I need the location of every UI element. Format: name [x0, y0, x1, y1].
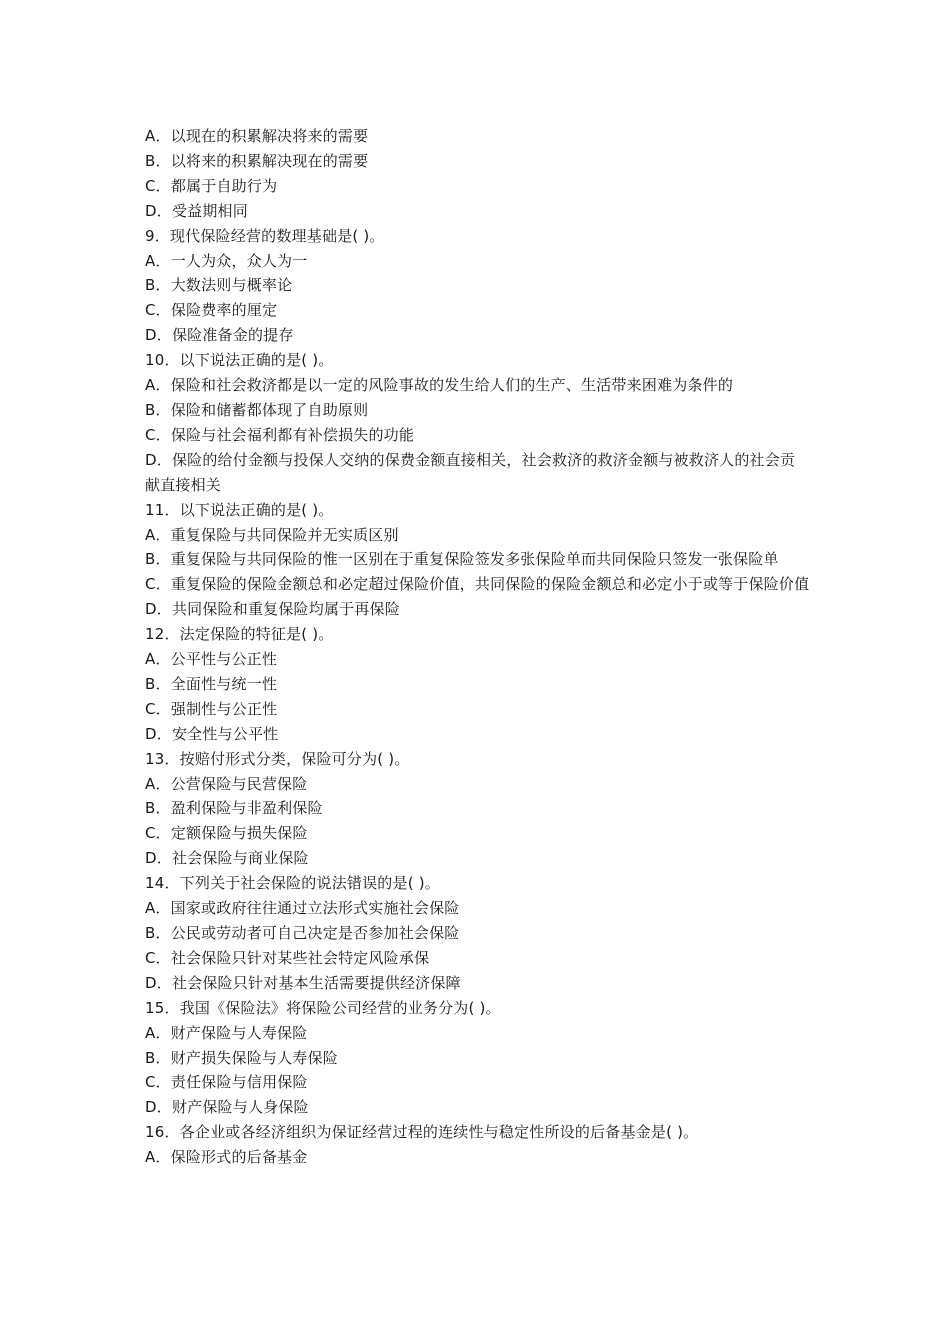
option-line: B．重复保险与共同保险的惟一区别在于重复保险签发多张保险单而共同保险只签发一张保险单 [145, 550, 779, 569]
question-13: 13．按赔付形式分类，保险可分为( )。 [145, 749, 410, 768]
option-line: A．以现在的积累解决将来的需要 [145, 127, 369, 145]
option-line: B．财产损失保险与人寿保险 [145, 1048, 338, 1067]
question-10: 10．以下说法正确的是( )。 [145, 351, 334, 370]
option-line: A．一人为众，众人为一 [145, 251, 308, 270]
option-line: C．保险与社会福利都有补偿损失的功能 [145, 425, 415, 444]
question-16: 16．各企业或各经济组织为保证经营过程的连续性与稳定性所设的后备基金是( )。 [145, 1123, 699, 1142]
option-line: D．社会保险与商业保险 [145, 849, 309, 868]
option-line: C．都属于自助行为 [145, 176, 278, 195]
option-line: B．全面性与统一性 [145, 674, 278, 693]
option-line: C．责任保险与信用保险 [145, 1073, 308, 1092]
question-11: 11．以下说法正确的是( )。 [145, 500, 334, 519]
option-line: D．保险准备金的提存 [145, 326, 294, 345]
document-body [145, 124, 810, 1170]
option-line: B．保险和储蓄都体现了自助原则 [145, 400, 369, 419]
option-line: A．保险形式的后备基金 [145, 1148, 308, 1167]
option-line: B．盈利保险与非盈利保险 [145, 799, 323, 818]
question-12: 12．法定保险的特征是( )。 [145, 625, 334, 644]
question-9: 9．现代保险经营的数理基础是( )。 [145, 226, 385, 245]
option-line: C．保险费率的厘定 [145, 301, 278, 320]
option-line: A．重复保险与共同保险并无实质区别 [145, 525, 399, 544]
question-14: 14．下列关于社会保险的说法错误的是( )。 [145, 874, 440, 893]
option-line: C．强制性与公正性 [145, 699, 278, 718]
option-line: D．共同保险和重复保险均属于再保险 [145, 600, 400, 619]
option-line: B．公民或劳动者可自己决定是否参加社会保险 [145, 924, 460, 942]
option-line: A．公营保险与民营保险 [145, 774, 308, 793]
option-line: A．保险和社会救济都是以一定的风险事故的发生给人们的生产、生活带来困难为条件的 [145, 376, 734, 395]
question-15: 15．我国《保险法》将保险公司经营的业务分为( )。 [145, 998, 501, 1017]
option-line: A．国家或政府往往通过立法形式实施社会保险 [145, 899, 460, 918]
option-line: D．受益期相同 [145, 201, 248, 220]
option-line: C．社会保险只针对某些社会特定风险承保 [145, 948, 430, 967]
option-line: C．定额保险与损失保险 [145, 824, 308, 843]
option-line: B．大数法则与概率论 [145, 276, 293, 295]
option-line: D．社会保险只针对基本生活需要提供经济保障 [145, 973, 461, 992]
option-line: A．财产保险与人寿保险 [145, 1023, 308, 1042]
option-line: C．重复保险的保险金额总和必定超过保险价值，共同保险的保险金额总和必定小于或等于保险价值 [145, 575, 810, 594]
option-line: D．保险的给付金额与投保人交纳的保费金额直接相关，社会救济的救济金额与被救济人的社会贡献直接相关 [145, 450, 796, 494]
option-line: D．安全性与公平性 [145, 724, 279, 743]
option-line: B．以将来的积累解决现在的需要 [145, 151, 369, 170]
option-line: D．财产保险与人身保险 [145, 1098, 309, 1117]
option-line: A．公平性与公正性 [145, 650, 278, 669]
